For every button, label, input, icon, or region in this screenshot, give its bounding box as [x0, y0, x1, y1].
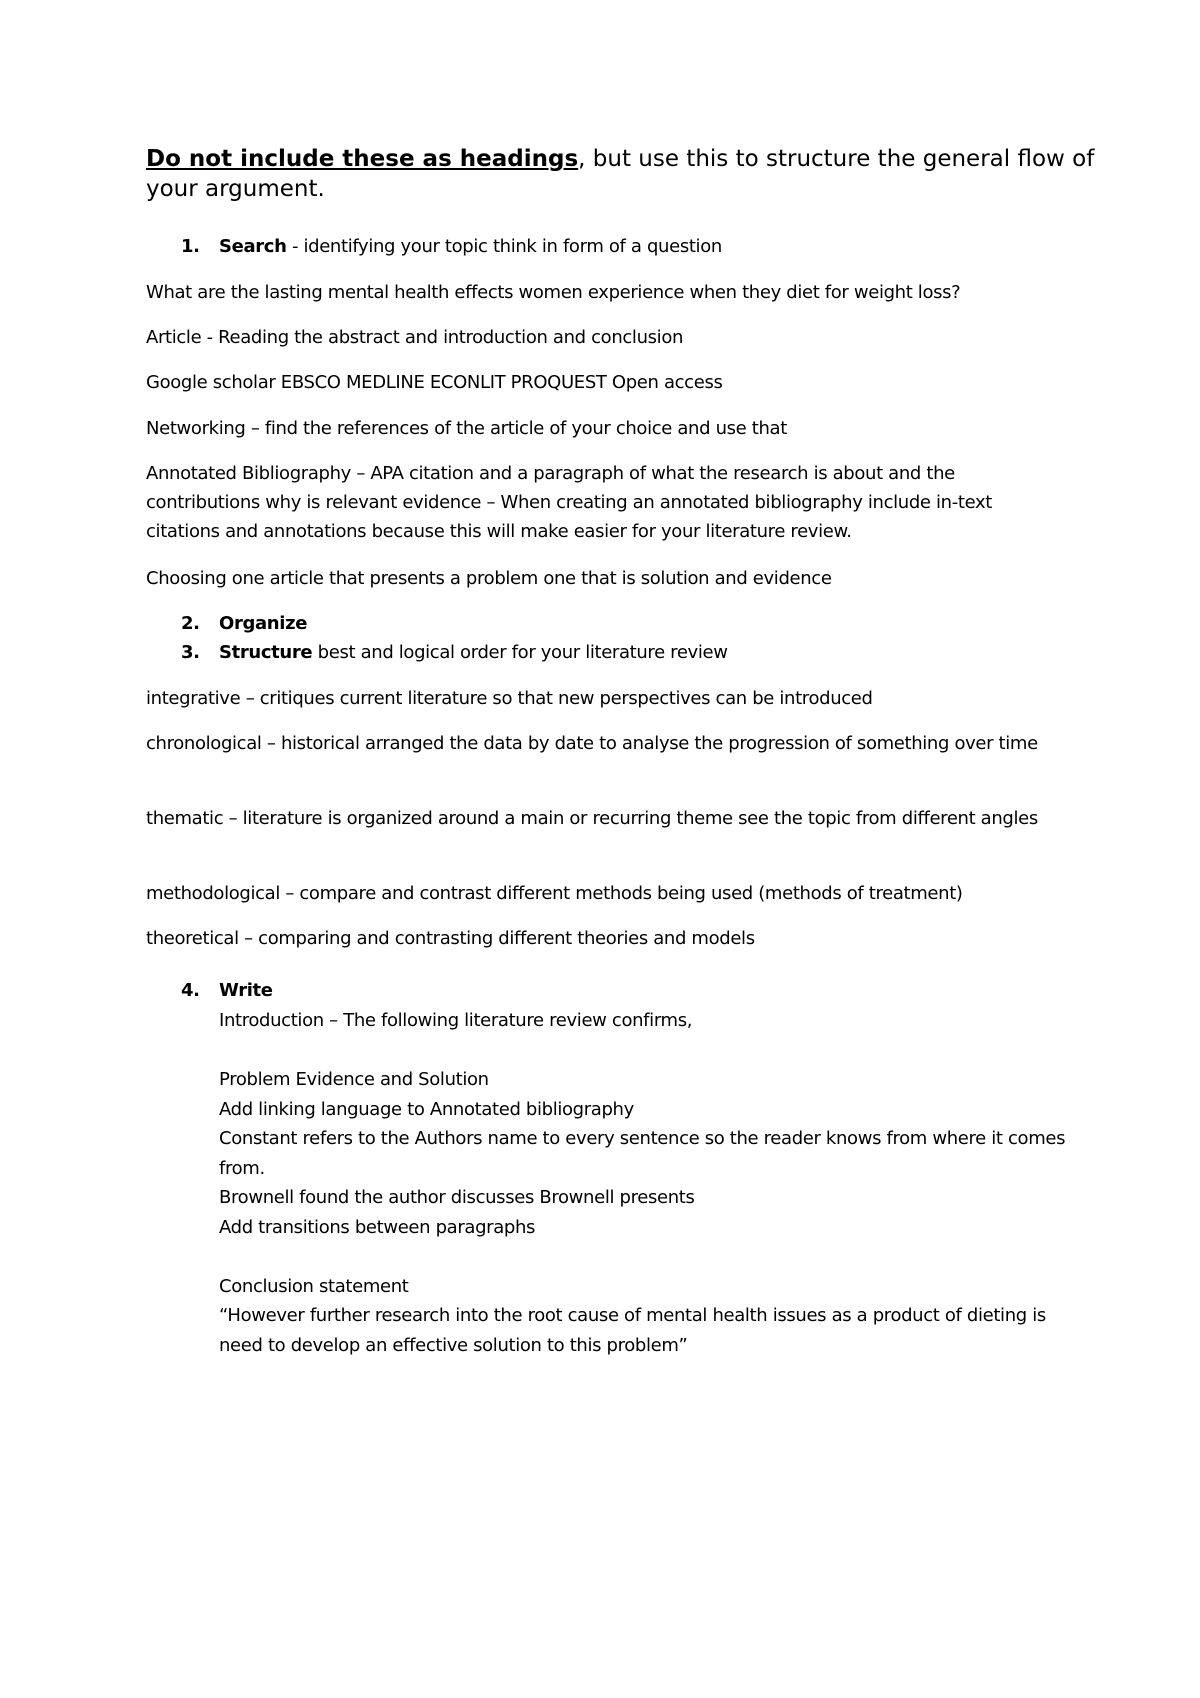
- write-brownell: Brownell found the author discusses Brownell presents: [219, 1187, 695, 1208]
- write-introduction: Introduction – The following literature review confirms,: [219, 1010, 693, 1031]
- list-number: 4.: [181, 980, 200, 1001]
- theoretical-paragraph: theoretical – comparing and contrasting different theories and models: [146, 928, 755, 949]
- annotated-bibliography-paragraph: Annotated Bibliography – APA citation and a paragraph of what the research is about and the contributions why is relevant evidence – When creating an annotated bibliography include in-text citations and annotations because this will make easier for your literature review.: [146, 463, 992, 542]
- page-heading: [146, 144, 1096, 204]
- list-text-structure: best and logical order for your literature review: [312, 642, 728, 663]
- write-conclusion-quote: “However further research into the root cause of mental health issues as a product of dieting is need to develop an effective solution to this problem”: [219, 1305, 1046, 1356]
- blank-line: [219, 1242, 1079, 1272]
- heading-rest: , but use this to structure the general flow of your argument.: [146, 146, 1095, 202]
- write-transitions: Add transitions between paragraphs: [219, 1216, 536, 1238]
- blank-line: [219, 1036, 1079, 1066]
- list-title-organize: Organize: [219, 613, 308, 634]
- list-title-structure: Structure: [219, 642, 313, 663]
- write-section: [219, 1006, 1079, 1360]
- heading-emphasis: Do not include these as headings: [146, 146, 579, 172]
- methodological-paragraph: methodological – compare and contrast different methods being used (methods of treatment): [146, 883, 963, 904]
- write-problem: Problem Evidence and Solution: [219, 1069, 489, 1090]
- databases-paragraph: Google scholar EBSCO MEDLINE ECONLIT PROQUEST Open access: [146, 372, 723, 393]
- list-title-search: Search: [219, 236, 287, 257]
- list-number: 1.: [181, 236, 200, 257]
- write-conclusion-label: Conclusion statement: [219, 1275, 409, 1297]
- write-constant: Constant refers to the Authors name to every sentence so the reader knows from where it comes from.: [219, 1128, 1066, 1179]
- chronological-paragraph: chronological – historical arranged the data by date to analyse the progression of something over time: [146, 733, 1038, 754]
- list-number: 2.: [181, 613, 200, 634]
- list-number: 3.: [181, 642, 200, 663]
- networking-paragraph: Networking – find the references of the article of your choice and use that: [146, 418, 787, 439]
- list-text-search: - identifying your topic think in form of a question: [286, 236, 722, 257]
- integrative-paragraph: integrative – critiques current literature so that new perspectives can be introduced: [146, 688, 873, 709]
- list-title-write: Write: [219, 980, 273, 1001]
- choosing-paragraph: Choosing one article that presents a problem one that is solution and evidence: [146, 568, 832, 589]
- write-linking: Add linking language to Annotated bibliography: [219, 1098, 634, 1120]
- article-paragraph: Article - Reading the abstract and introduction and conclusion: [146, 327, 684, 348]
- research-question: What are the lasting mental health effects women experience when they diet for weight loss?: [146, 282, 961, 303]
- thematic-paragraph: thematic – literature is organized around a main or recurring theme see the topic from different angles: [146, 808, 1038, 829]
